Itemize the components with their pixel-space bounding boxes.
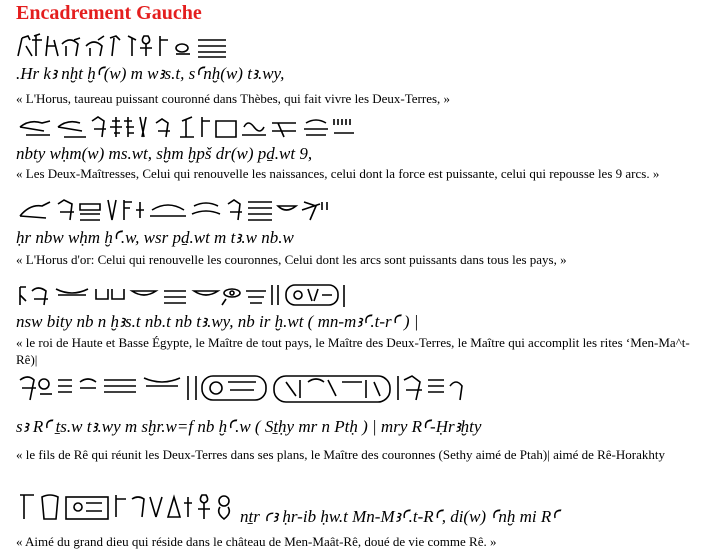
transliteration-line-4: nsw bity nb n ḫꜣs.t nb.t nb tꜣ.wy, nb ir ḫ.wt ( mn-mꜣꜤ.t-rꜤ ) |	[16, 312, 419, 331]
hieroglyph-line-6	[16, 491, 244, 525]
transliteration-line-6: nṯr ꜥꜣ ḥr-ib ḥw.t Mn-MꜣꜤ.t-RꜤ, di(w) Ꜥnḫ mi RꜤ	[240, 507, 560, 526]
hieroglyph-line-2	[16, 113, 358, 141]
transliteration-line-3: ḥr nbw wḥm ḫꜤ.w, wsr pḏ.wt m tꜣ.w nb.w	[16, 228, 294, 247]
translation-line-6: « Aimé du grand dieu qui réside dans le château de Men-Maât-Rê, doué de vie comme Rê. »	[16, 534, 497, 549]
translation-line-4: « le roi de Haute et Basse Égypte, le Maître de tout pays, le Maître des Deux-Terres, le Maître qui accomplit les rites ‘Men-Ma^t-Rê)|	[16, 335, 690, 367]
section-heading: Encadrement Gauche	[16, 2, 202, 24]
hieroglyph-line-3	[16, 196, 330, 224]
translation-line-3: « L'Horus d'or: Celui qui renouvelle les couronnes, Celui dont les arcs sont puissants dans tous les pays, »	[16, 252, 567, 267]
translation-line-2: « Les Deux-Maîtresses, Celui qui renouvelle les naissances, celui dont la force est puissante, celui qui repousse les 9 arcs. »	[16, 166, 660, 181]
hieroglyph-line-1	[16, 32, 231, 60]
hieroglyph-line-5	[16, 372, 466, 406]
hieroglyph-line-4	[16, 281, 348, 309]
transliteration-line-5: sꜣ RꜤ ṯs.w tꜣ.wy m sḫr.w=f nb ḫꜤ.w ( Sṯḥy mr n Ptḥ ) | mry RꜤ-Ḥrꜣḫty	[16, 417, 482, 436]
translation-line-1: « L'Horus, taureau puissant couronné dans Thèbes, qui fait vivre les Deux-Terres, »	[16, 91, 451, 106]
transliteration-line-2: nbty wḥm(w) ms.wt, sḫm ḫpš dr(w) pḏ.wt 9,	[16, 144, 313, 163]
transliteration-line-1: .Hr kꜣ nḫt ḫꜤ(w) m wꜣs.t, sꜤnḫ(w) tꜣ.wy,	[16, 64, 285, 83]
translation-line-5: « le fils de Rê qui réunit les Deux-Terres dans ses plans, le Maître des couronnes (Sethy aimé de Ptah)| aimé de Rê-Horakhty	[16, 447, 665, 462]
